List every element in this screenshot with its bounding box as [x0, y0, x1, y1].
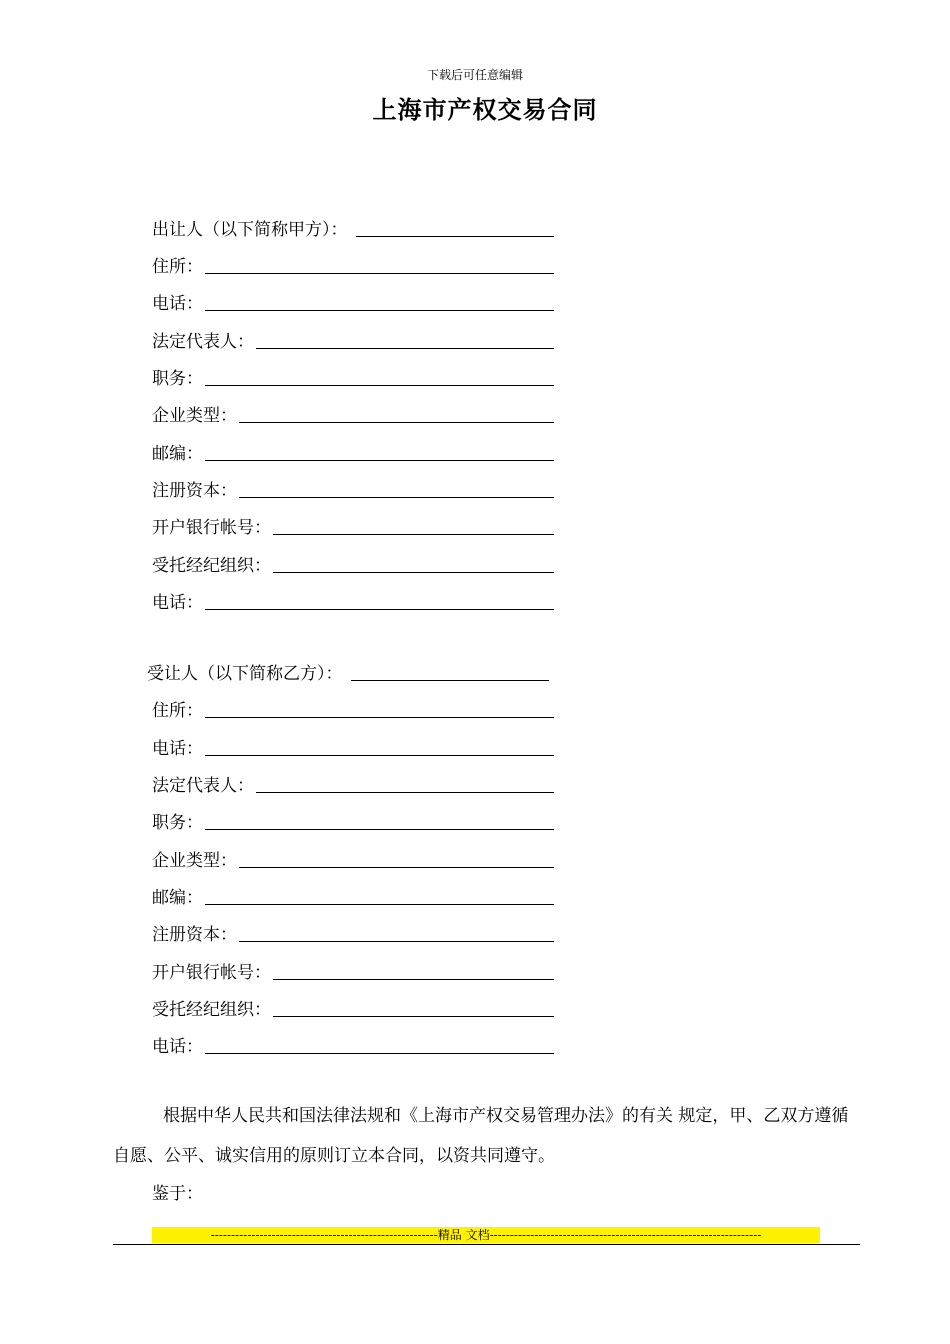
field-label: 法定代表人： — [152, 332, 254, 352]
field-label: 开户银行帐号： — [152, 963, 271, 983]
party-b-field-company-type — [152, 845, 554, 871]
preamble-paragraph: 根据中华人民共和国法律法规和《上海市产权交易管理办法》的有关 规定，甲、乙双方遵循自愿、公平、诚实信用的原则订立本合同，以资共同遵守。 — [113, 1106, 849, 1166]
party-a-field-position — [152, 363, 554, 389]
party-b-field-position — [152, 807, 554, 833]
whereas-label: 鉴于： — [152, 1184, 203, 1204]
field-label: 电话： — [152, 593, 203, 613]
party-a-field-address — [152, 251, 554, 277]
fill-in-line[interactable] — [256, 791, 554, 793]
fill-in-line[interactable] — [205, 459, 554, 461]
field-label: 住所： — [152, 257, 203, 277]
fill-in-line[interactable] — [256, 347, 554, 349]
field-label: 企业类型： — [152, 406, 237, 426]
fill-in-line[interactable] — [239, 421, 554, 423]
party-a-field-postcode — [152, 438, 554, 464]
fill-in-line[interactable] — [205, 272, 554, 274]
field-label: 住所： — [152, 701, 203, 721]
fill-in-line[interactable] — [205, 828, 554, 830]
party-a-field-company-type — [152, 400, 554, 426]
fill-in-line[interactable] — [273, 571, 554, 573]
party-a-heading-row — [152, 214, 554, 240]
party-a-field-legal-rep — [152, 326, 554, 352]
party-b-field-broker-phone — [152, 1031, 554, 1057]
fill-in-line[interactable] — [205, 754, 554, 756]
page-title: 上海市产权交易合同 — [372, 95, 598, 124]
field-label: 开户银行帐号： — [152, 518, 271, 538]
fill-in-line[interactable] — [273, 1015, 554, 1017]
party-b-field-postcode — [152, 882, 554, 908]
fill-in-line[interactable] — [205, 608, 554, 610]
party-b-field-broker — [152, 994, 554, 1020]
field-label: 受托经纪组织： — [152, 556, 271, 576]
field-label: 邮编： — [152, 888, 203, 908]
party-a-field-capital — [152, 475, 554, 501]
party-a-field-broker-phone — [152, 587, 554, 613]
field-label: 法定代表人： — [152, 776, 254, 796]
field-label: 职务： — [152, 813, 203, 833]
footer-rule — [113, 1244, 860, 1245]
fill-in-line[interactable] — [205, 309, 554, 311]
party-b-field-address — [152, 695, 554, 721]
party-b-heading-row — [147, 658, 549, 684]
party-a-heading: 出让人（以下简称甲方）： — [152, 220, 348, 240]
field-label: 电话： — [152, 1037, 203, 1057]
field-label: 注册资本： — [152, 925, 237, 945]
fill-in-line[interactable] — [273, 978, 554, 980]
fill-in-line[interactable] — [239, 866, 554, 868]
fill-in-line[interactable] — [205, 903, 554, 905]
fill-in-line[interactable] — [351, 679, 550, 681]
field-label: 邮编： — [152, 444, 203, 464]
party-b-field-legal-rep — [152, 770, 554, 796]
fill-in-line[interactable] — [239, 940, 554, 942]
fill-in-line[interactable] — [205, 716, 554, 718]
party-a-field-bank — [152, 512, 554, 538]
footer-band: --------------------------------------------------------精品 文档------------------------------------------------------------------- — [152, 1227, 820, 1243]
field-label: 电话： — [152, 294, 203, 314]
fill-in-line[interactable] — [239, 496, 554, 498]
party-b-heading: 受让人（以下简称乙方）： — [147, 664, 343, 684]
party-b-field-capital — [152, 919, 554, 945]
field-label: 电话： — [152, 739, 203, 759]
party-b-field-bank — [152, 957, 554, 983]
field-label: 职务： — [152, 369, 203, 389]
party-a-field-phone — [152, 288, 554, 314]
party-a-field-broker — [152, 550, 554, 576]
header-note: 下载后可任意编辑 — [426, 68, 523, 82]
fill-in-line[interactable] — [273, 533, 554, 535]
field-label: 企业类型： — [152, 851, 237, 871]
field-label: 注册资本： — [152, 481, 237, 501]
party-b-field-phone — [152, 733, 554, 759]
fill-in-line[interactable] — [205, 1052, 554, 1054]
fill-in-line[interactable] — [356, 235, 555, 237]
field-label: 受托经纪组织： — [152, 1000, 271, 1020]
fill-in-line[interactable] — [205, 384, 554, 386]
